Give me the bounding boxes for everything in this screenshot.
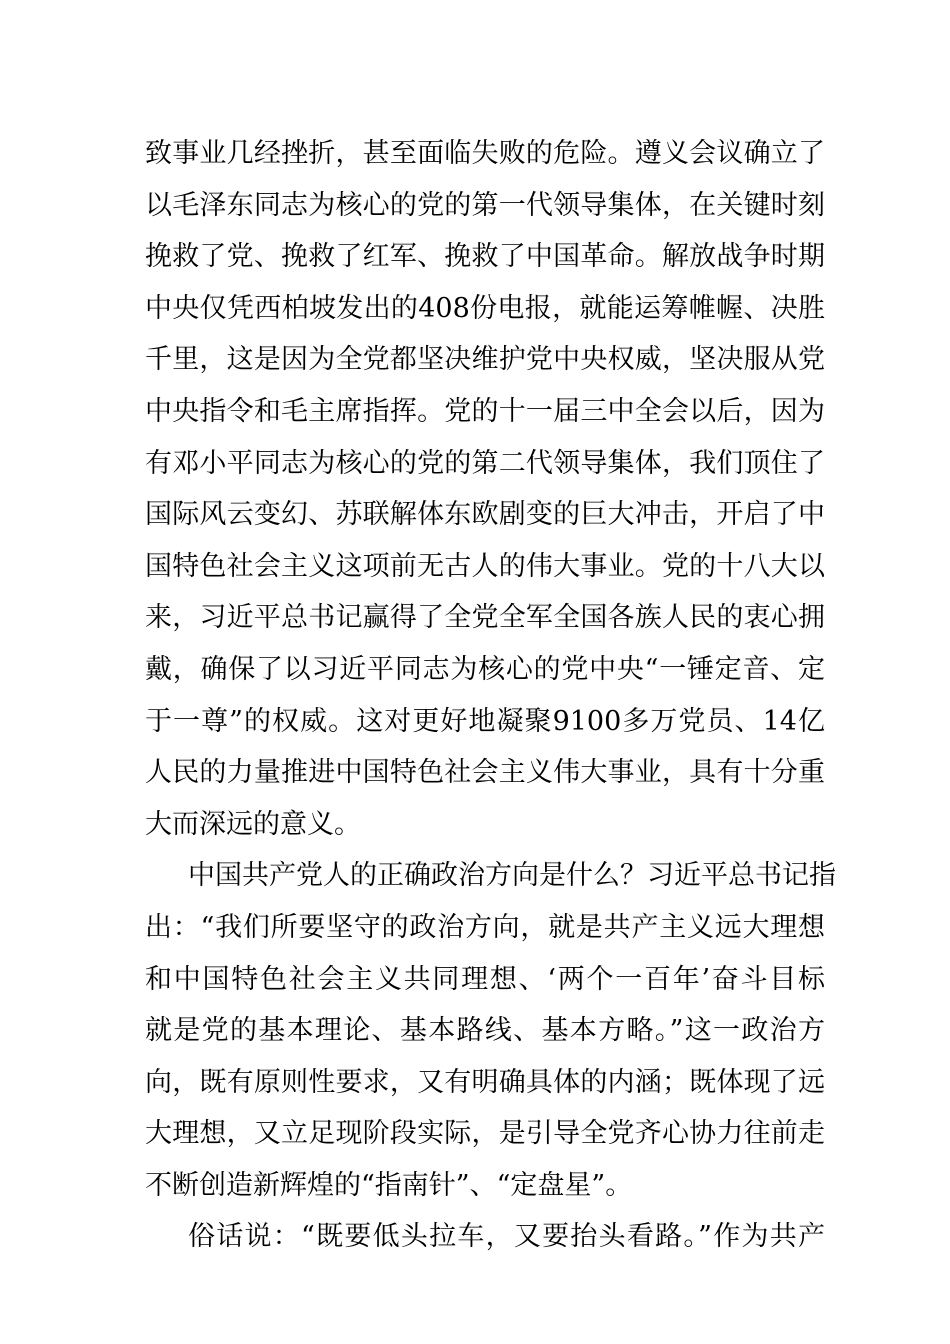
text-line: 国特色社会主义这项前无古人的伟大事业。党的十八大以 — [145, 550, 825, 582]
text-line: 国际风云变幻、苏联解体东欧剧变的巨大冲击，开启了中 — [145, 499, 825, 531]
text-line: 以毛泽东同志为核心的党的第一代领导集体，在关键时刻 — [145, 189, 825, 221]
text-line: 大而深远的意义。 — [145, 808, 361, 840]
paragraph-2 — [145, 850, 836, 1211]
text-line: 有邓小平同志为核心的党的第二代领导集体，我们顶住了 — [145, 447, 825, 479]
text-line: 中央指令和毛主席指挥。党的十一届三中全会以后，因为 — [145, 395, 825, 427]
text-line: 中国共产党人的正确政治方向是什么？习近平总书记指 — [188, 860, 836, 892]
text-line: 戴，确保了以习近平同志为核心的党中央“一锤定音、定 — [145, 653, 825, 685]
text-line: 人民的力量推进中国特色社会主义伟大事业，具有十分重 — [145, 757, 825, 789]
text-line: 千里，这是因为全党都坚决维护党中央权威，坚决服从党 — [145, 344, 825, 376]
text-line: 挽救了党、挽救了红军、挽救了中国革命。解放战争时期 — [145, 241, 825, 273]
text-line: 来，习近平总书记赢得了全党全军全国各族人民的衷心拥 — [145, 602, 825, 634]
text-line: 向，既有原则性要求，又有明确具体的内涵；既体现了远 — [145, 1066, 825, 1098]
paragraph-1 — [145, 128, 825, 850]
text-line: 出：“我们所要坚守的政治方向，就是共产主义远大理想 — [145, 911, 825, 943]
text-line: 俗话说：“既要低头拉车，又要抬头看路。”作为共产 — [188, 1221, 825, 1253]
text-line: 就是党的基本理论、基本路线、基本方略。”这一政治方 — [145, 1015, 825, 1047]
text-line: 不断创造新辉煌的“指南针”、“定盘星”。 — [145, 1169, 633, 1201]
text-line: 致事业几经挫折，甚至面临失败的危险。遵义会议确立了 — [145, 138, 825, 169]
text-line: 中央仅凭西柏坡发出的408份电报，就能运筹帷幄、决胜 — [145, 292, 825, 324]
text-line: 于一尊”的权威。这对更好地凝聚9100多万党员、14亿 — [145, 705, 825, 737]
paragraph-3 — [145, 1211, 825, 1263]
text-line: 和中国特色社会主义共同理想、‘两个一百年’奋斗目标 — [145, 963, 825, 995]
text-line: 大理想，又立足现阶段实际，是引导全党齐心协力往前走 — [145, 1118, 825, 1150]
body-text — [145, 128, 836, 1263]
